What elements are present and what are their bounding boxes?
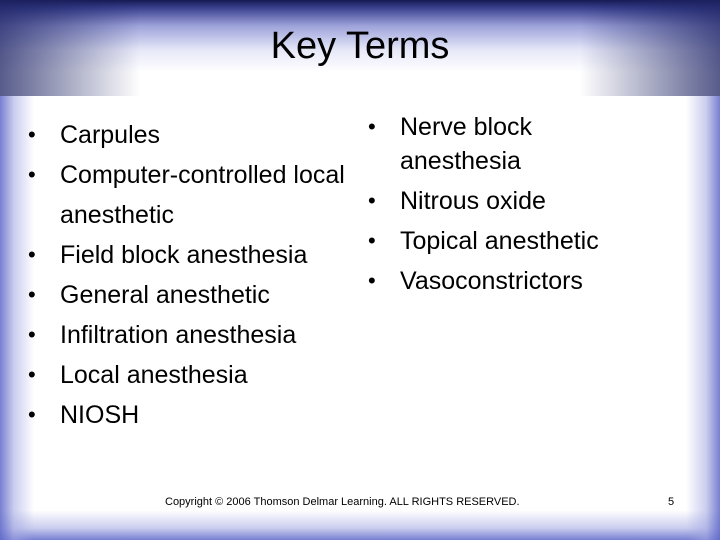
list-item: • Nerve block anesthesia xyxy=(358,110,658,178)
right-term-list xyxy=(358,110,658,304)
left-term-list xyxy=(16,115,356,435)
list-item: • Vasoconstrictors xyxy=(358,264,658,298)
page-number: 5 xyxy=(668,496,675,508)
copyright-notice: Copyright © 2006 Thomson Delmar Learning. ALL RIGHTS RESERVED. xyxy=(165,496,520,508)
list-item: • NIOSH xyxy=(16,395,356,435)
list-item: • Computer-controlled local anesthetic xyxy=(16,155,356,235)
list-item: • Infiltration anesthesia xyxy=(16,315,356,355)
slide-title: Key Terms xyxy=(270,25,450,67)
list-item: • General anesthetic xyxy=(16,275,356,315)
list-item: • Field block anesthesia xyxy=(16,235,356,275)
list-item: • Carpules xyxy=(16,115,356,155)
list-item: • Topical anesthetic xyxy=(358,224,658,258)
list-item: • Nitrous oxide xyxy=(358,184,658,218)
list-item: • Local anesthesia xyxy=(16,355,356,395)
